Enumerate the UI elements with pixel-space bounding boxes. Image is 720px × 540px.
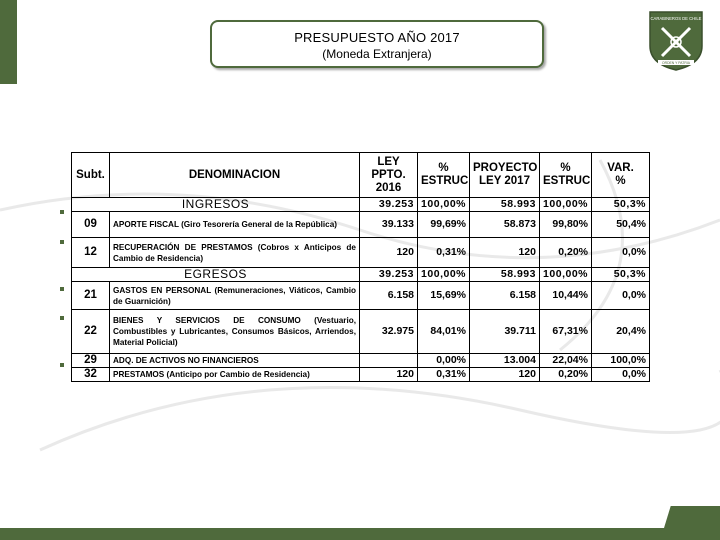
emblem-bottom-text: ORDEN Y PATRIA xyxy=(661,61,691,65)
cell-pct2: 10,44% xyxy=(540,282,592,310)
bullet-icon xyxy=(60,316,64,320)
cell-var: 50,3% xyxy=(592,268,650,282)
egresos-label: EGRESOS xyxy=(72,268,360,282)
cell-desc: PRESTAMOS (Anticipo por Cambio de Residencia) xyxy=(110,368,360,382)
table-row xyxy=(72,212,650,238)
cell-code: 29 xyxy=(72,354,110,368)
table-row xyxy=(72,368,650,382)
cell-var: 50,4% xyxy=(592,212,650,238)
cell-proyecto: 120 xyxy=(470,368,540,382)
table-row xyxy=(72,310,650,354)
header-var: VAR. % xyxy=(592,153,650,198)
cell-var: 0,0% xyxy=(592,238,650,268)
header-pct-estruc-2: % ESTRUC xyxy=(540,153,592,198)
cell-ley: 39.253 xyxy=(360,198,418,212)
cell-desc: BIENES Y SERVICIOS DE CONSUMO (Vestuario, Combustibles y Lubricantes, Consumos Básicos, Arriendos, Material Policial) xyxy=(110,310,360,354)
cell-pct2: 100,00% xyxy=(540,268,592,282)
table-header-row xyxy=(72,153,650,198)
header-ley-ppto: LEY PPTO. 2016 xyxy=(360,153,418,198)
cell-pct2: 100,00% xyxy=(540,198,592,212)
cell-ley: 120 xyxy=(360,238,418,268)
cell-code: 21 xyxy=(72,282,110,310)
cell-pct1: 99,69% xyxy=(418,212,470,238)
cell-pct2: 67,31% xyxy=(540,310,592,354)
bullet-icon xyxy=(60,287,64,291)
cell-pct2: 0,20% xyxy=(540,238,592,268)
cell-pct1: 0,31% xyxy=(418,238,470,268)
egresos-total-row xyxy=(72,268,650,282)
cell-pct1: 100,00% xyxy=(418,268,470,282)
budget-table xyxy=(71,152,650,382)
cell-code: 12 xyxy=(72,238,110,268)
cell-pct1: 15,69% xyxy=(418,282,470,310)
cell-pct1: 100,00% xyxy=(418,198,470,212)
cell-desc: GASTOS EN PERSONAL (Remuneraciones, Viáticos, Cambio de Guarnición) xyxy=(110,282,360,310)
cell-code: 09 xyxy=(72,212,110,238)
page-title: PRESUPUESTO AÑO 2017 xyxy=(294,30,460,45)
cell-pct2: 22,04% xyxy=(540,354,592,368)
cell-proyecto: 6.158 xyxy=(470,282,540,310)
cell-var: 50,3% xyxy=(592,198,650,212)
cell-pct2: 0,20% xyxy=(540,368,592,382)
table-row xyxy=(72,282,650,310)
cell-pct1: 0,00% xyxy=(418,354,470,368)
cell-pct1: 0,31% xyxy=(418,368,470,382)
ingresos-label: INGRESOS xyxy=(72,198,360,212)
cell-ley: 32.975 xyxy=(360,310,418,354)
bullet-icon xyxy=(60,240,64,244)
cell-ley xyxy=(360,354,418,368)
cell-proyecto: 58.993 xyxy=(470,198,540,212)
cell-code: 32 xyxy=(72,368,110,382)
bullet-icon xyxy=(60,210,64,214)
header-subt: Subt. xyxy=(72,153,110,198)
cell-desc: APORTE FISCAL (Giro Tesorería General de la República) xyxy=(110,212,360,238)
table-row xyxy=(72,238,650,268)
ingresos-total-row xyxy=(72,198,650,212)
cell-var: 0,0% xyxy=(592,368,650,382)
cell-var: 0,0% xyxy=(592,282,650,310)
cell-var: 20,4% xyxy=(592,310,650,354)
cell-proyecto: 39.711 xyxy=(470,310,540,354)
cell-pct2: 99,80% xyxy=(540,212,592,238)
cell-ley: 39.133 xyxy=(360,212,418,238)
header-pct-estruc-1: % ESTRUC xyxy=(418,153,470,198)
cell-ley: 120 xyxy=(360,368,418,382)
cell-var: 100,0% xyxy=(592,354,650,368)
header-denominacion: DENOMINACION xyxy=(110,153,360,198)
left-accent-bar xyxy=(0,0,17,84)
carabineros-emblem-icon xyxy=(646,10,706,72)
cell-desc: ADQ. DE ACTIVOS NO FINANCIEROS xyxy=(110,354,360,368)
table-row xyxy=(72,354,650,368)
bullet-icon xyxy=(60,363,64,367)
cell-ley: 39.253 xyxy=(360,268,418,282)
cell-desc: RECUPERACIÓN DE PRESTAMOS (Cobros x Anticipos de Cambio de Residencia) xyxy=(110,238,360,268)
bottom-accent-bar xyxy=(0,528,720,540)
cell-ley: 6.158 xyxy=(360,282,418,310)
emblem-top-text: CARABINEROS DE CHILE xyxy=(650,16,702,21)
header-proyecto-ley: PROYECTO LEY 2017 xyxy=(470,153,540,198)
title-box xyxy=(210,20,544,68)
cell-proyecto: 58.873 xyxy=(470,212,540,238)
cell-code: 22 xyxy=(72,310,110,354)
cell-pct1: 84,01% xyxy=(418,310,470,354)
page-subtitle: (Moneda Extranjera) xyxy=(322,47,432,61)
cell-proyecto: 120 xyxy=(470,238,540,268)
cell-proyecto: 13.004 xyxy=(470,354,540,368)
cell-proyecto: 58.993 xyxy=(470,268,540,282)
